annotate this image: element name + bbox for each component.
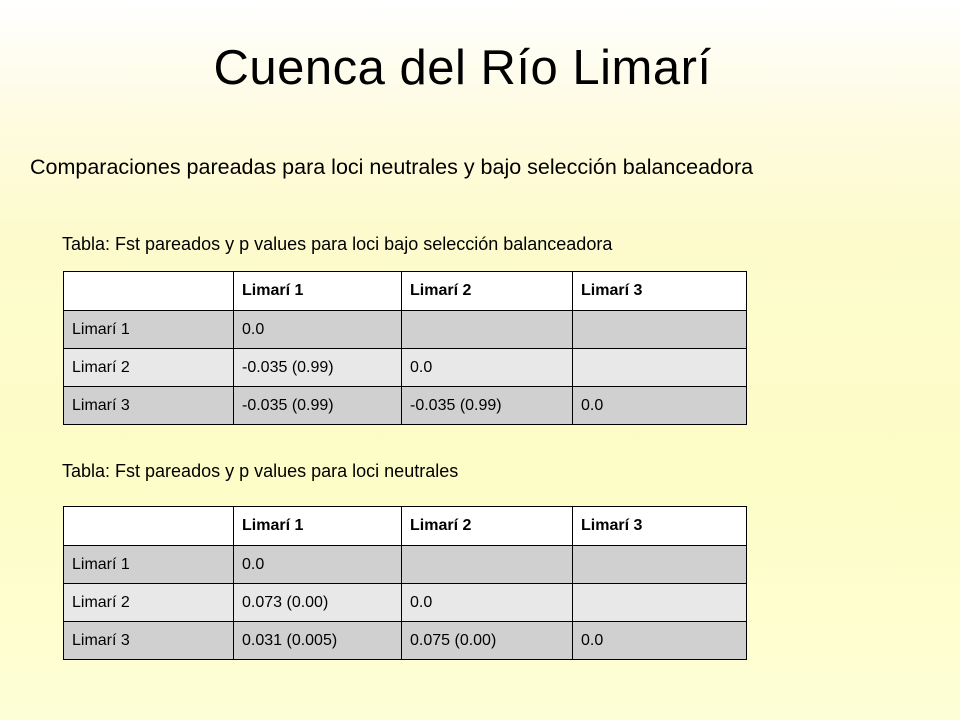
- fst-table-neutral: [63, 506, 747, 660]
- header-cell-limari-2: Limarí 2: [402, 507, 573, 546]
- table-cell: 0.073 (0.00): [234, 584, 402, 622]
- table-header-row: [64, 272, 747, 311]
- table-cell: -0.035 (0.99): [402, 387, 573, 425]
- row-label-cell: Limarí 2: [64, 349, 234, 387]
- row-label-cell: Limarí 3: [64, 622, 234, 660]
- header-corner-cell: [64, 507, 234, 546]
- header-cell-limari-2: Limarí 2: [402, 272, 573, 311]
- page-subtitle: Comparaciones pareadas para loci neutrales y bajo selección balanceadora: [30, 155, 754, 179]
- table-row: [64, 349, 747, 387]
- table-row: [64, 546, 747, 584]
- table-cell: -0.035 (0.99): [234, 349, 402, 387]
- table-cell: 0.075 (0.00): [402, 622, 573, 660]
- row-label-cell: Limarí 3: [64, 387, 234, 425]
- table-cell: 0.0: [402, 349, 573, 387]
- header-cell-limari-1: Limarí 1: [234, 272, 402, 311]
- table-row: [64, 387, 747, 425]
- table-cell: 0.0: [234, 311, 402, 349]
- table-cell: [402, 311, 573, 349]
- table-cell: [573, 546, 747, 584]
- header-corner-cell: [64, 272, 234, 311]
- table-cell: 0.0: [402, 584, 573, 622]
- table-cell: -0.035 (0.99): [234, 387, 402, 425]
- row-label-cell: Limarí 1: [64, 546, 234, 584]
- header-cell-limari-3: Limarí 3: [573, 272, 747, 311]
- table-row: [64, 622, 747, 660]
- header-cell-limari-3: Limarí 3: [573, 507, 747, 546]
- table-cell: [573, 311, 747, 349]
- table-cell: [573, 584, 747, 622]
- table-row: [64, 311, 747, 349]
- table-cell: [402, 546, 573, 584]
- table-caption-neutral: Tabla: Fst pareados y p values para loci neutrales: [62, 461, 459, 481]
- table-caption-selection: Tabla: Fst pareados y p values para loci bajo selección balanceadora: [62, 234, 613, 254]
- table-cell: 0.031 (0.005): [234, 622, 402, 660]
- table-cell: [573, 349, 747, 387]
- page-title: Cuenca del Río Limarí: [213, 41, 712, 95]
- table-cell: 0.0: [573, 387, 747, 425]
- table-row: [64, 584, 747, 622]
- table-cell: 0.0: [234, 546, 402, 584]
- table-cell: 0.0: [573, 622, 747, 660]
- row-label-cell: Limarí 1: [64, 311, 234, 349]
- header-cell-limari-1: Limarí 1: [234, 507, 402, 546]
- row-label-cell: Limarí 2: [64, 584, 234, 622]
- fst-table-selection: [63, 271, 747, 425]
- table-header-row: [64, 507, 747, 546]
